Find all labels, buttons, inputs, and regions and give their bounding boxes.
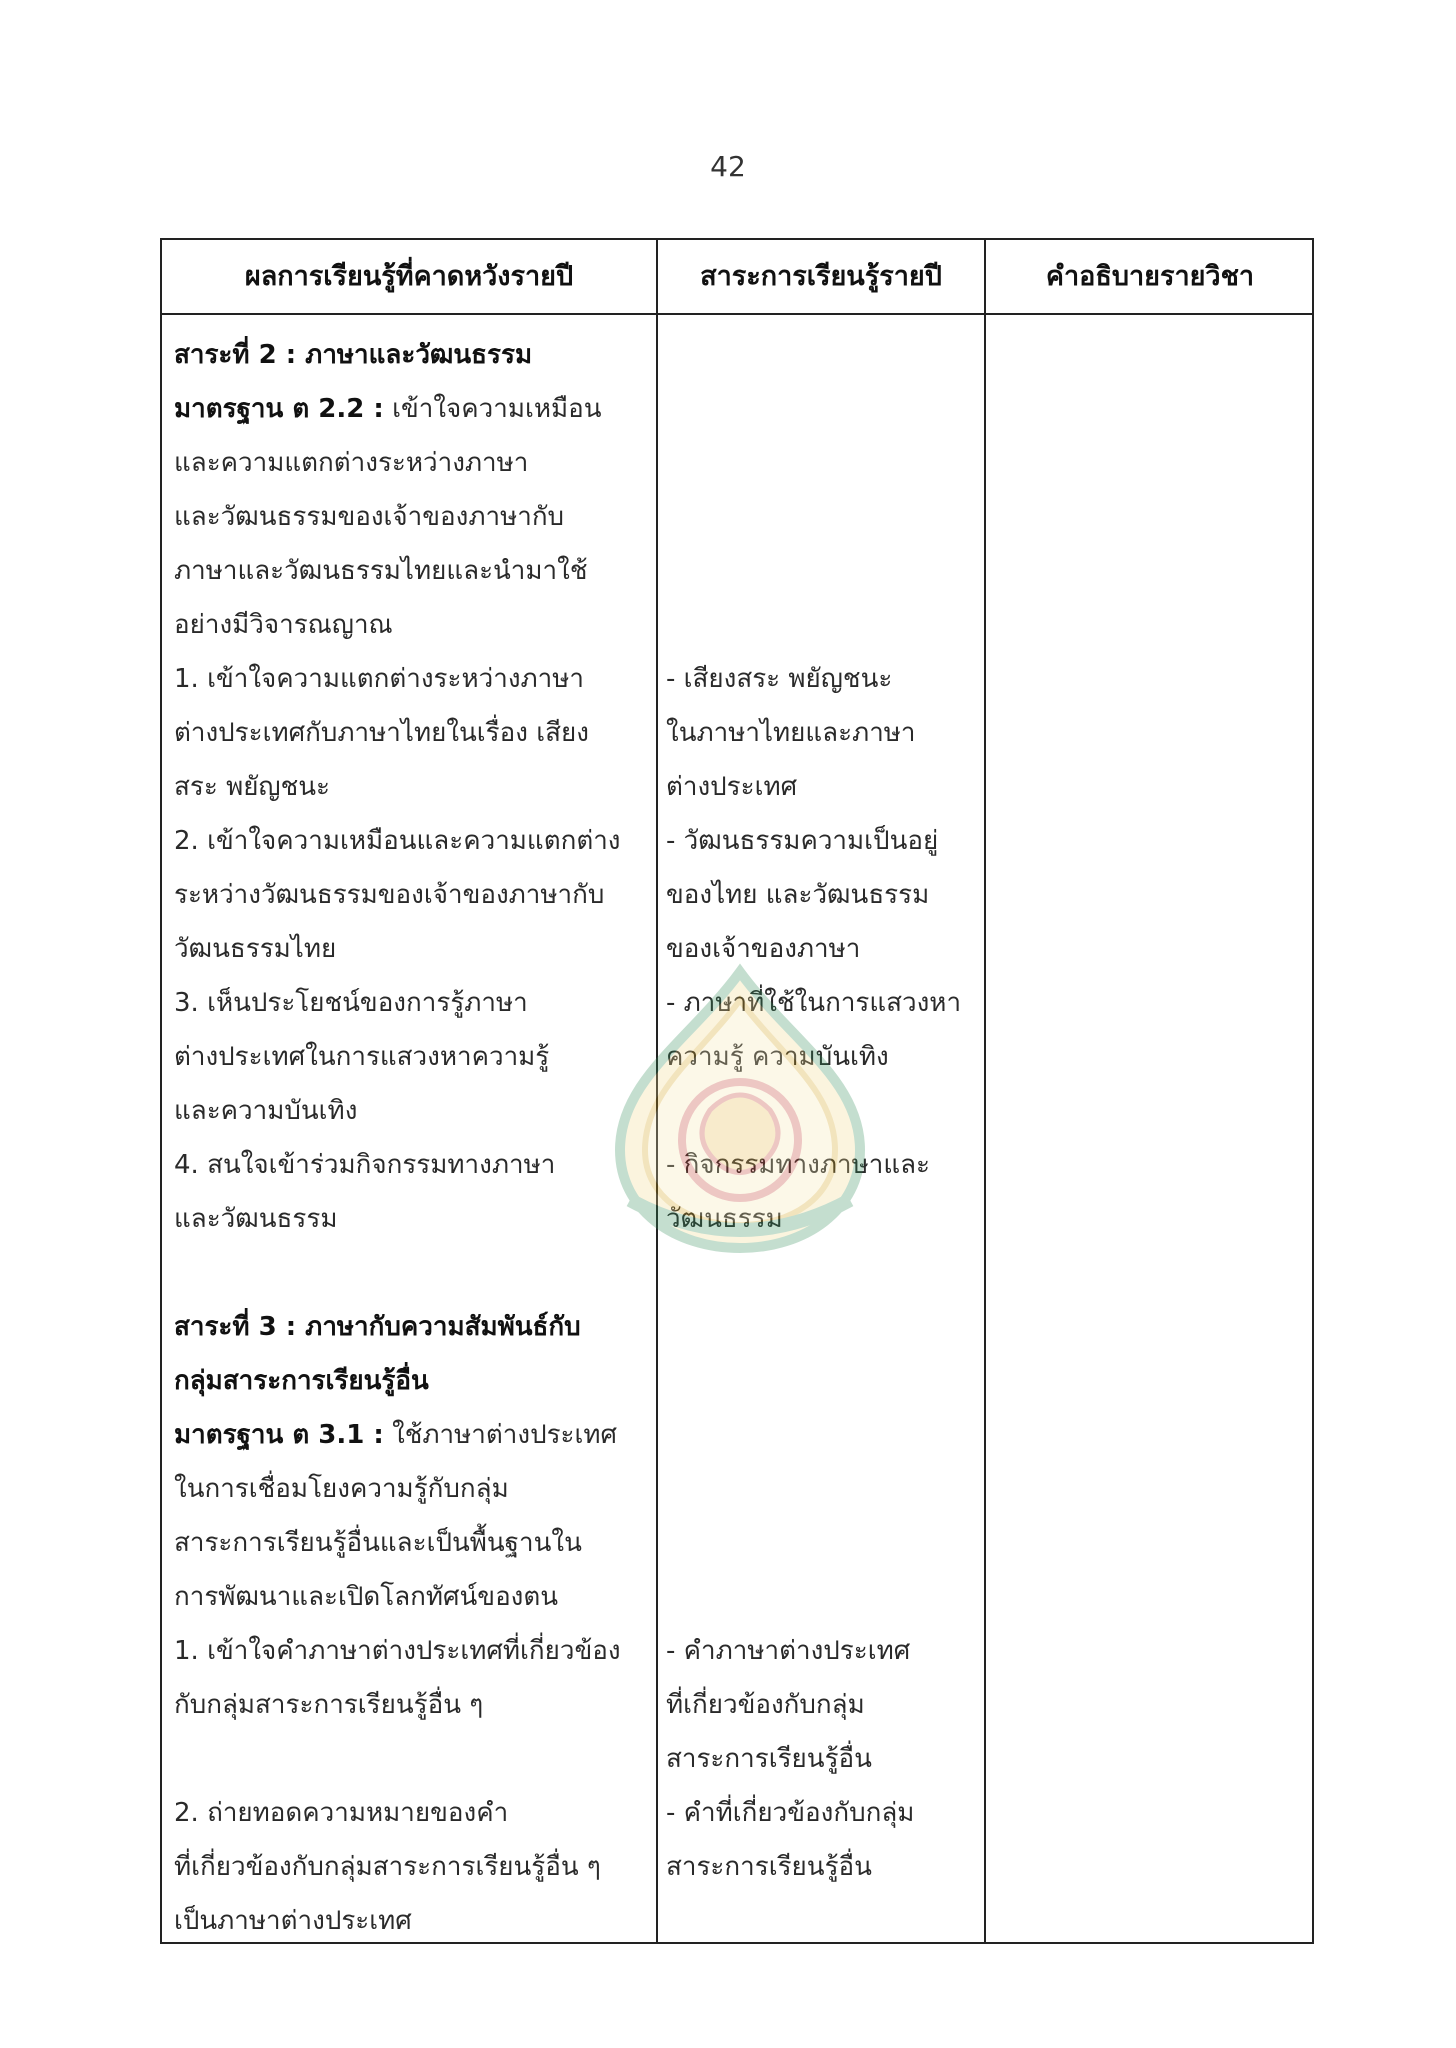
outcome-item: ระหว่างวัฒนธรรมของเจ้าของภาษากับ: [174, 880, 605, 910]
outcome-item: 1. เข้าใจคำภาษาต่างประเทศที่เกี่ยวข้อง: [174, 1636, 621, 1666]
outcome-item: สระ พยัญชนะ: [174, 772, 330, 802]
content-item: ของไทย และวัฒนธรรม: [666, 880, 930, 910]
outcome-item: 2. ถ่ายทอดความหมายของคำ: [174, 1798, 509, 1828]
standard-line: และวัฒนธรรมของเจ้าของภาษากับ: [174, 502, 565, 532]
strand-3-title: กลุ่มสาระการเรียนรู้อื่น: [174, 1366, 429, 1396]
table-header-row: [162, 240, 1312, 315]
content-item: ต่างประเทศ: [666, 772, 798, 802]
standard-text: ใช้ภาษาต่างประเทศ: [383, 1420, 618, 1450]
content-item: ที่เกี่ยวข้องกับกลุ่ม: [666, 1690, 865, 1720]
outcome-item: 4. สนใจเข้าร่วมกิจกรรมทางภาษา: [174, 1150, 556, 1180]
standard-3-1: [174, 1408, 652, 1462]
content-item: - ภาษาที่ใช้ในการแสวงหา: [666, 988, 962, 1018]
standard-line: อย่างมีวิจารณญาณ: [174, 610, 393, 640]
row-gap: [666, 1300, 980, 1354]
header-course-description: คำอธิบายรายวิชา: [1045, 261, 1255, 292]
standard-2-2: [174, 382, 652, 436]
standard-line: ในการเชื่อมโยงความรู้กับกลุ่ม: [174, 1474, 509, 1504]
content-item: - วัฒนธรรมความเป็นอยู่: [666, 826, 939, 856]
content-item: สาระการเรียนรู้อื่น: [666, 1852, 872, 1882]
outcome-item: ต่างประเทศกับภาษาไทยในเรื่อง เสียง: [174, 718, 589, 748]
content-item: ของเจ้าของภาษา: [666, 934, 861, 964]
outcome-item: 2. เข้าใจความเหมือนและความแตกต่าง: [174, 826, 621, 856]
standard-line: ภาษาและวัฒนธรรมไทยและนำมาใช้: [174, 556, 588, 586]
row-gap: [666, 1462, 980, 1516]
standard-line: สาระการเรียนรู้อื่นและเป็นพื้นฐานใน: [174, 1528, 582, 1558]
outcome-item: ต่างประเทศในการแสวงหาความรู้: [174, 1042, 550, 1072]
item-gap: [174, 1732, 652, 1786]
column-divider: [984, 240, 986, 1942]
standard-line: และความแตกต่างระหว่างภาษา: [174, 448, 529, 478]
row-gap: [666, 436, 980, 490]
column-learning-content: [666, 328, 980, 1894]
strand-3-title: สาระที่ 3 : ภาษากับความสัมพันธ์กับ: [174, 1312, 581, 1342]
outcome-item: กับกลุ่มสาระการเรียนรู้อื่น ๆ: [174, 1690, 484, 1720]
outcome-item: เป็นภาษาต่างประเทศ: [174, 1906, 412, 1936]
standard-text: เข้าใจความเหมือน: [383, 394, 602, 424]
content-item: สาระการเรียนรู้อื่น: [666, 1744, 872, 1774]
header-learning-content: สาระการเรียนรู้รายปี: [700, 261, 942, 292]
row-gap: [666, 1246, 980, 1300]
row-gap: [666, 1084, 980, 1138]
header-expected-outcomes: ผลการเรียนรู้ที่คาดหวังรายปี: [244, 261, 574, 292]
standard-label: มาตรฐาน ต 2.2 :: [174, 394, 384, 424]
content-item: - กิจกรรมทางภาษาและ: [666, 1150, 930, 1180]
column-expected-outcomes: [174, 328, 652, 1948]
content-item: ในภาษาไทยและภาษา: [666, 718, 916, 748]
outcome-item: ที่เกี่ยวข้องกับกลุ่มสาระการเรียนรู้อื่น ๆ: [174, 1852, 601, 1882]
column-divider: [656, 240, 658, 1942]
row-gap: [666, 1570, 980, 1624]
strand-2-title: สาระที่ 2 : ภาษาและวัฒนธรรม: [174, 340, 533, 370]
row-gap: [666, 382, 980, 436]
row-gap: [666, 1354, 980, 1408]
row-gap: [666, 544, 980, 598]
outcome-item: และวัฒนธรรม: [174, 1204, 338, 1234]
outcome-item: 3. เห็นประโยชน์ของการรู้ภาษา: [174, 988, 528, 1018]
content-item: - คำที่เกี่ยวข้องกับกลุ่ม: [666, 1798, 915, 1828]
section-gap: [174, 1246, 652, 1300]
standard-line: การพัฒนาและเปิดโลกทัศน์ของตน: [174, 1582, 559, 1612]
standard-label: มาตรฐาน ต 3.1 :: [174, 1420, 384, 1450]
row-gap: [666, 490, 980, 544]
outcome-item: และความบันเทิง: [174, 1096, 358, 1126]
row-gap: [666, 1408, 980, 1462]
content-item: วัฒนธรรม: [666, 1204, 783, 1234]
page-number: 42: [710, 150, 746, 183]
content-item: ความรู้ ความบันเทิง: [666, 1042, 889, 1072]
content-item: - คำภาษาต่างประเทศ: [666, 1636, 911, 1666]
row-gap: [666, 598, 980, 652]
curriculum-table: [160, 238, 1314, 1944]
row-gap: [666, 328, 980, 382]
content-item: - เสียงสระ พยัญชนะ: [666, 664, 893, 694]
outcome-item: 1. เข้าใจความแตกต่างระหว่างภาษา: [174, 664, 584, 694]
row-gap: [666, 1516, 980, 1570]
outcome-item: วัฒนธรรมไทย: [174, 934, 337, 964]
